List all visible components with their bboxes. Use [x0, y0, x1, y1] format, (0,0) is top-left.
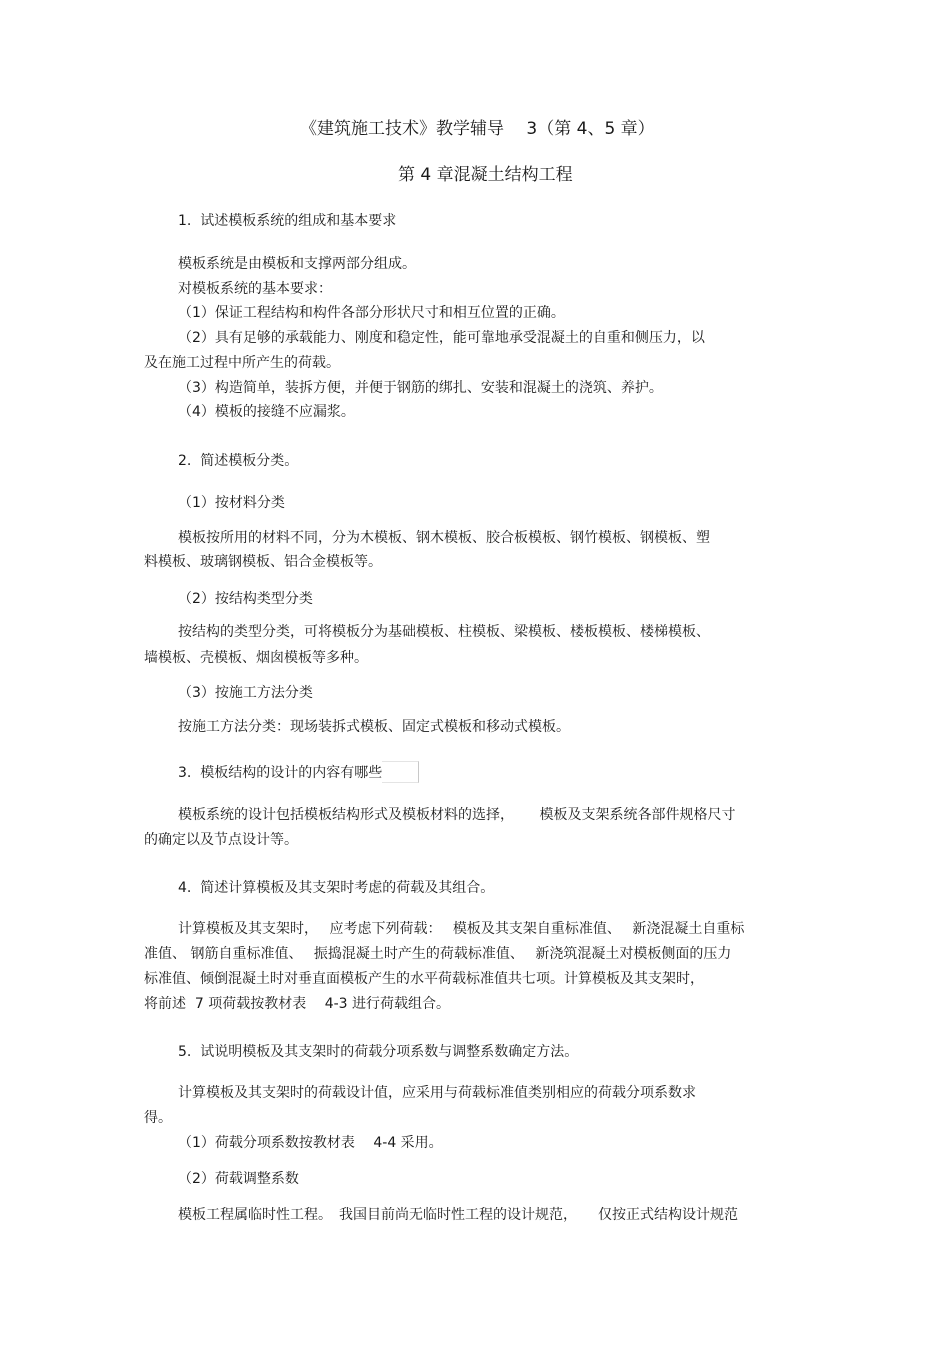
- q3-line: 的确定以及节点设计等。: [144, 832, 298, 848]
- q1-line: （1）保证工程结构和构件各部分形状尺寸和相互位置的正确。: [178, 305, 565, 321]
- q4-line: 将前述 7 项荷载按教材表 4-3 进行荷载组合。: [144, 996, 451, 1012]
- document-title: 《建筑施工技术》教学辅导 3（第 4、5 章）: [300, 119, 655, 139]
- q4-line: 准值、 钢筋自重标准值、 振捣混凝土时产生的荷载标准值、 新浇筑混凝土对模板侧面的压力: [144, 946, 732, 962]
- q5-line: 得。: [144, 1110, 172, 1126]
- q4-line: 计算模板及其支架时， 应考虑下列荷载： 模板及其支架自重标准值、 新浇混凝土自重标: [178, 921, 745, 937]
- question-4-heading: 4. 简述计算模板及其支架时考虑的荷载及其组合。: [178, 880, 495, 896]
- q2-subsection-title: （3）按施工方法分类: [178, 685, 313, 701]
- q4-line: 标准值、倾倒混凝土时对垂直面模板产生的水平荷载标准值共七项。计算模板及其支架时，: [144, 971, 704, 987]
- q2-subsection-title: （2）按结构类型分类: [178, 591, 313, 607]
- q1-line: （4）模板的接缝不应漏浆。: [178, 404, 355, 420]
- question-3-heading: 3. 模板结构的设计的内容有哪些: [178, 765, 383, 781]
- q5-line: （2）荷载调整系数: [178, 1171, 299, 1187]
- q1-line: 及在施工过程中所产生的荷载。: [144, 355, 340, 371]
- q5-line: 模板工程属临时性工程。 我国目前尚无临时性工程的设计规范， 仅按正式结构设计规范: [178, 1207, 738, 1223]
- q5-line: （1）荷载分项系数按教材表 4-4 采用。: [178, 1135, 443, 1151]
- q2-line: 料模板、玻璃钢模板、铝合金模板等。: [144, 554, 382, 570]
- q1-line: 对模板系统的基本要求：: [178, 281, 332, 297]
- question-1-heading: 1. 试述模板系统的组成和基本要求: [178, 213, 397, 229]
- q2-line: 按施工方法分类：现场装拆式模板、固定式模板和移动式模板。: [178, 719, 570, 735]
- q1-line: （2）具有足够的承载能力、刚度和稳定性，能可靠地承受混凝土的自重和侧压力，以: [178, 330, 705, 346]
- text-box-border: [382, 761, 419, 783]
- q1-line: 模板系统是由模板和支撑两部分组成。: [178, 256, 416, 272]
- q1-line: （3）构造简单，装拆方便，并便于钢筋的绑扎、安装和混凝土的浇筑、养护。: [178, 380, 663, 396]
- q2-line: 按结构的类型分类，可将模板分为基础模板、柱模板、梁模板、楼板模板、楼梯模板、: [178, 624, 710, 640]
- chapter-title: 第 4 章混凝土结构工程: [398, 165, 573, 185]
- q5-line: 计算模板及其支架时的荷载设计值，应采用与荷载标准值类别相应的荷载分项系数求: [178, 1085, 696, 1101]
- question-2-heading: 2. 简述模板分类。: [178, 453, 299, 469]
- question-5-heading: 5. 试说明模板及其支架时的荷载分项系数与调整系数确定方法。: [178, 1044, 579, 1060]
- q3-line: 模板系统的设计包括模板结构形式及模板材料的选择， 模板及支架系统各部件规格尺寸: [178, 807, 736, 823]
- q2-line: 墙模板、壳模板、烟囱模板等多种。: [144, 650, 368, 666]
- q2-subsection-title: （1）按材料分类: [178, 495, 285, 511]
- q2-line: 模板按所用的材料不同，分为木模板、钢木模板、胶合板模板、钢竹模板、钢模板、塑: [178, 530, 710, 546]
